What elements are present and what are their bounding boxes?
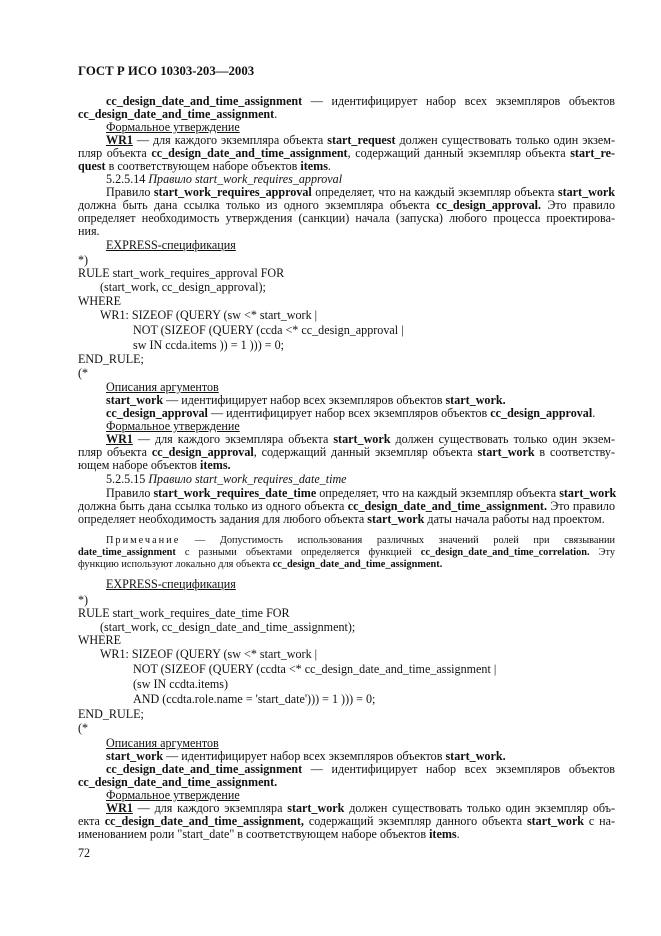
rule2-wr1-line-3 bbox=[78, 827, 460, 842]
wr1-label: WR1 bbox=[106, 432, 133, 446]
wr1-label: WR1 bbox=[106, 133, 133, 147]
code-line: NOT (SIZEOF (QUERY (ccda <* cc_design_approval | bbox=[133, 323, 404, 337]
term: start_work bbox=[477, 445, 535, 459]
term: cc_design_approval. bbox=[436, 198, 542, 212]
term: cc_design_date_and_time_assignment, bbox=[104, 814, 304, 828]
code-line: sw IN ccda.items )) = 1 ))) = 0; bbox=[133, 338, 284, 352]
text: пляр объекта bbox=[78, 146, 152, 160]
term: cc_design_date_and_time_assignment bbox=[151, 146, 348, 160]
text: пляр объекта bbox=[78, 445, 152, 459]
term: start_work bbox=[557, 185, 615, 199]
text: , содержащий данный экземпляр объекта bbox=[253, 445, 478, 459]
args-heading: Описания аргументов bbox=[106, 380, 219, 394]
term: start_work bbox=[106, 393, 164, 407]
text: в соответствующем наборе объектов bbox=[105, 159, 301, 173]
code-line: RULE start_work_requires_approval FOR bbox=[78, 266, 285, 280]
text: . bbox=[274, 107, 278, 121]
text: . bbox=[456, 827, 460, 841]
formal-heading: Формальное утверждение bbox=[106, 419, 240, 433]
express-heading: EXPRESS-спецификация bbox=[106, 577, 236, 591]
formal-heading: Формальное утверждение bbox=[106, 120, 240, 134]
term: items bbox=[429, 827, 457, 841]
section-title: Правило start_work_requires_approval bbox=[148, 172, 343, 186]
text: . bbox=[592, 406, 596, 420]
text: должен существовать только один экземпляр объ- bbox=[344, 801, 615, 815]
text: — для каждого экземпляра объекта bbox=[132, 133, 328, 147]
text: ющем наборе объектов bbox=[78, 458, 201, 472]
text: определяет, что на каждый экземпляр объекта bbox=[311, 185, 558, 199]
code-line: RULE start_work_requires_date_time FOR bbox=[78, 606, 290, 620]
term: cc_design_approval bbox=[151, 445, 254, 459]
page-header-title: ГОСТ Р ИСО 10303-203—2003 bbox=[78, 64, 255, 78]
term: start_work_requires_date_time bbox=[153, 486, 317, 500]
text: — для каждого экземпляра объекта bbox=[132, 432, 334, 446]
term: cc_design_date_and_time_assignment. bbox=[78, 775, 278, 789]
code-line: (start_work, cc_design_approval); bbox=[100, 280, 266, 294]
term: date_time_assignment bbox=[78, 547, 176, 558]
section-number: 5.2.5.15 bbox=[106, 472, 149, 486]
term: cc_design_date_and_time_assignment bbox=[78, 107, 275, 121]
code-line: WR1: SIZEOF (QUERY (sw <* start_work | bbox=[100, 308, 318, 322]
text: — идентифицирует набор всех экземпляров объектов bbox=[163, 393, 446, 407]
term: cc_design_date_and_time_assignment bbox=[106, 762, 303, 776]
code-line: (start_work, cc_design_date_and_time_assignment); bbox=[100, 620, 356, 634]
args-heading: Описания аргументов bbox=[106, 736, 219, 750]
term: start_work bbox=[559, 486, 617, 500]
term: items. bbox=[200, 458, 231, 472]
text: даты начала работы над проектом. bbox=[424, 512, 605, 526]
code-line: WHERE bbox=[78, 294, 121, 308]
code-line: (* bbox=[78, 721, 89, 735]
text: функцию используют локально для объекта bbox=[78, 559, 273, 570]
text: определяет, что на каждый экземпляр объекта bbox=[316, 486, 560, 500]
text: екта bbox=[78, 814, 105, 828]
code-line: *) bbox=[78, 593, 89, 607]
term: cc_design_date_and_time_assignment. bbox=[272, 559, 443, 570]
term: cc_design_approval bbox=[106, 406, 208, 420]
text: — идентифицирует набор всех экземпляров объектов bbox=[302, 94, 615, 108]
section-number: 5.2.5.14 bbox=[106, 172, 149, 186]
code-line: WHERE bbox=[78, 633, 121, 647]
text: должен существовать только один экзем- bbox=[395, 133, 615, 147]
text: Правило bbox=[106, 486, 154, 500]
text: Это правило bbox=[541, 198, 615, 212]
rule2-desc-line-3 bbox=[78, 512, 605, 527]
term: cc_design_approval bbox=[490, 406, 593, 420]
term: items bbox=[300, 159, 328, 173]
term: start_re- bbox=[570, 146, 615, 160]
formal-heading: Формальное утверждение bbox=[106, 788, 240, 802]
code-line: WR1: SIZEOF (QUERY (sw <* start_work | bbox=[100, 647, 318, 661]
rule1-wr1-line-3 bbox=[78, 458, 231, 473]
code-line: NOT (SIZEOF (QUERY (ccdta <* cc_design_date_and_time_assignment | bbox=[133, 662, 497, 676]
text: Это правило bbox=[546, 499, 616, 513]
term: start_work. bbox=[445, 749, 506, 763]
text: должен существовать только один экзем- bbox=[390, 432, 615, 446]
text: — идентифицирует набор всех экземпляров объектов bbox=[302, 762, 615, 776]
text: Эту bbox=[589, 547, 615, 558]
term: start_work bbox=[367, 512, 425, 526]
code-line: *) bbox=[78, 253, 89, 267]
rule1-desc-line-4: ния. bbox=[78, 224, 100, 238]
text: с разными объектами определяется функцией bbox=[175, 547, 421, 558]
text: в соответству- bbox=[534, 445, 616, 459]
term: start_work. bbox=[445, 393, 506, 407]
note-line-3 bbox=[78, 558, 442, 571]
term: start_work bbox=[333, 432, 391, 446]
text: с на- bbox=[584, 814, 615, 828]
text: — идентифицирует набор всех экземпляров объектов bbox=[207, 406, 491, 420]
term: start_request bbox=[327, 133, 396, 147]
text: содержащий экземпляр данного объекта bbox=[303, 814, 527, 828]
code-line: (* bbox=[78, 366, 89, 380]
code-line: END_RULE; bbox=[78, 707, 144, 721]
term: cc_design_date_and_time_assignment bbox=[106, 94, 303, 108]
term: start_work bbox=[287, 801, 345, 815]
text: , содержащий данный экземпляр объекта bbox=[347, 146, 571, 160]
term: quest bbox=[78, 159, 106, 173]
note-label: Примечание bbox=[106, 535, 181, 546]
text: — Допустимость использования различных значений ролей при связывании bbox=[180, 535, 615, 546]
text: Правило bbox=[106, 185, 154, 199]
term: start_work bbox=[106, 749, 164, 763]
text: должна быть дана ссылка только из одного экземпляра объекта bbox=[78, 198, 437, 212]
wr1-label: WR1 bbox=[106, 801, 133, 815]
term: cc_design_date_and_time_correlation. bbox=[420, 547, 590, 558]
express-heading: EXPRESS-спецификация bbox=[106, 238, 236, 252]
section-heading-5-2-5-15 bbox=[106, 472, 347, 487]
text: — идентифицирует набор всех экземпляров объектов bbox=[163, 749, 446, 763]
term: start_work bbox=[526, 814, 585, 828]
code-line: (sw IN ccdta.items) bbox=[133, 677, 229, 691]
section-title: Правило start_work_requires_date_time bbox=[148, 472, 347, 486]
code-line: END_RULE; bbox=[78, 352, 144, 366]
text: — для каждого экземпляра bbox=[132, 801, 288, 815]
code-line: AND (ccdta.role.name = 'start_date'))) = 1 ))) = 0; bbox=[133, 692, 376, 706]
text: . bbox=[327, 159, 331, 173]
term: start_work_requires_approval bbox=[153, 185, 312, 199]
term: cc_design_date_and_time_assignment. bbox=[347, 499, 547, 513]
text: определяет необходимость задания для любого объекта bbox=[78, 512, 368, 526]
text: должна быть дана ссылка только из одного объекта bbox=[78, 499, 348, 513]
page-number: 72 bbox=[78, 846, 91, 860]
text: именованием роли "start_date" в соответствующем наборе объектов bbox=[78, 827, 430, 841]
rule1-desc-line-3: определяет необходимость утверждения (санкции) начала (запуска) любого процесса проектирова- bbox=[78, 211, 615, 225]
